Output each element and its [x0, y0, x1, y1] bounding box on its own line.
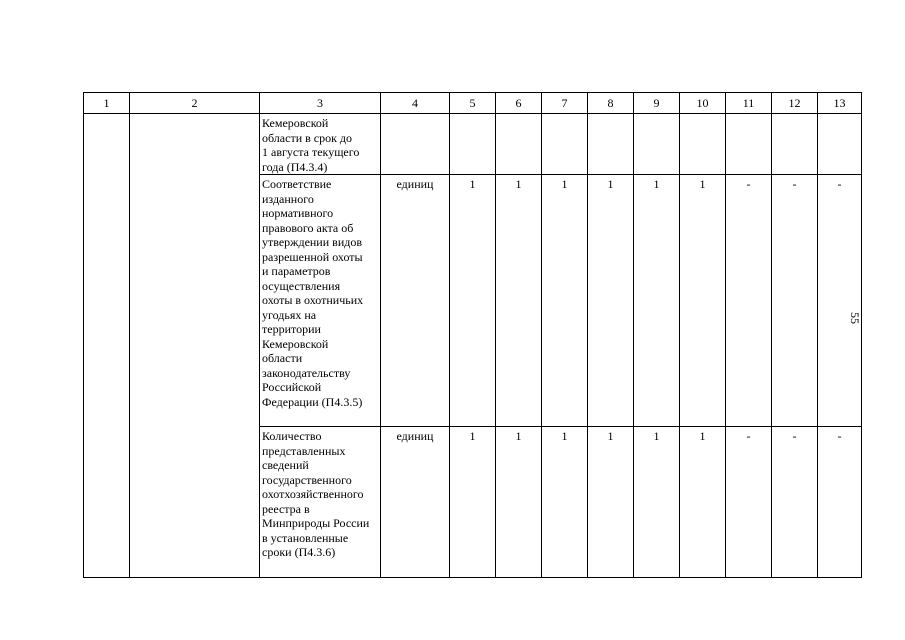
unit-cell: единиц [381, 427, 450, 578]
unit-cell: единиц [381, 175, 450, 427]
value-cell: 1 [588, 427, 634, 578]
column-header: 10 [680, 93, 726, 114]
value-cell: 1 [496, 175, 542, 427]
column-header: 2 [130, 93, 260, 114]
value-cell [818, 114, 862, 175]
indicator-cell: Соответствие изданного нормативного правового акта об утверждении видов разрешенной охоты и параметров осуществления охоты в охотничьих угодьях на территории Кемеровской области законодательству Российской Федерации (П4.3.5) [260, 175, 381, 427]
value-cell: 1 [542, 175, 588, 427]
value-cell: - [818, 427, 862, 578]
value-cell: 1 [680, 175, 726, 427]
value-cell [680, 114, 726, 175]
column-header: 7 [542, 93, 588, 114]
unit-cell [381, 114, 450, 175]
value-cell: - [772, 427, 818, 578]
indicators-table [83, 92, 862, 578]
column-header: 8 [588, 93, 634, 114]
value-cell: 1 [450, 175, 496, 427]
value-cell: - [818, 175, 862, 427]
empty-cell-col1 [84, 114, 130, 578]
column-header: 12 [772, 93, 818, 114]
value-cell: 1 [496, 427, 542, 578]
value-cell: - [772, 175, 818, 427]
value-cell: - [726, 175, 772, 427]
value-cell [542, 114, 588, 175]
value-cell: - [726, 427, 772, 578]
column-header: 6 [496, 93, 542, 114]
column-header: 4 [381, 93, 450, 114]
indicator-cell: Количество представленных сведений государственного охотхозяйственного реестра в Минприроды России в установленные сроки (П4.3.6) [260, 427, 381, 578]
value-cell: 1 [680, 427, 726, 578]
indicator-cell: Кемеровской области в срок до 1 августа текущего года (П4.3.4) [260, 114, 381, 175]
column-header: 5 [450, 93, 496, 114]
value-cell: 1 [542, 427, 588, 578]
page-number: 55 [848, 312, 862, 324]
column-header: 1 [84, 93, 130, 114]
value-cell: 1 [588, 175, 634, 427]
table-header-row [84, 93, 862, 114]
value-cell [634, 114, 680, 175]
column-header: 9 [634, 93, 680, 114]
value-cell: 1 [450, 427, 496, 578]
value-cell [726, 114, 772, 175]
value-cell [496, 114, 542, 175]
value-cell [588, 114, 634, 175]
column-header: 3 [260, 93, 381, 114]
table-row [84, 114, 862, 175]
value-cell: 1 [634, 427, 680, 578]
empty-cell-col2 [130, 114, 260, 578]
value-cell: 1 [634, 175, 680, 427]
value-cell [772, 114, 818, 175]
column-header: 11 [726, 93, 772, 114]
value-cell [450, 114, 496, 175]
column-header: 13 [818, 93, 862, 114]
